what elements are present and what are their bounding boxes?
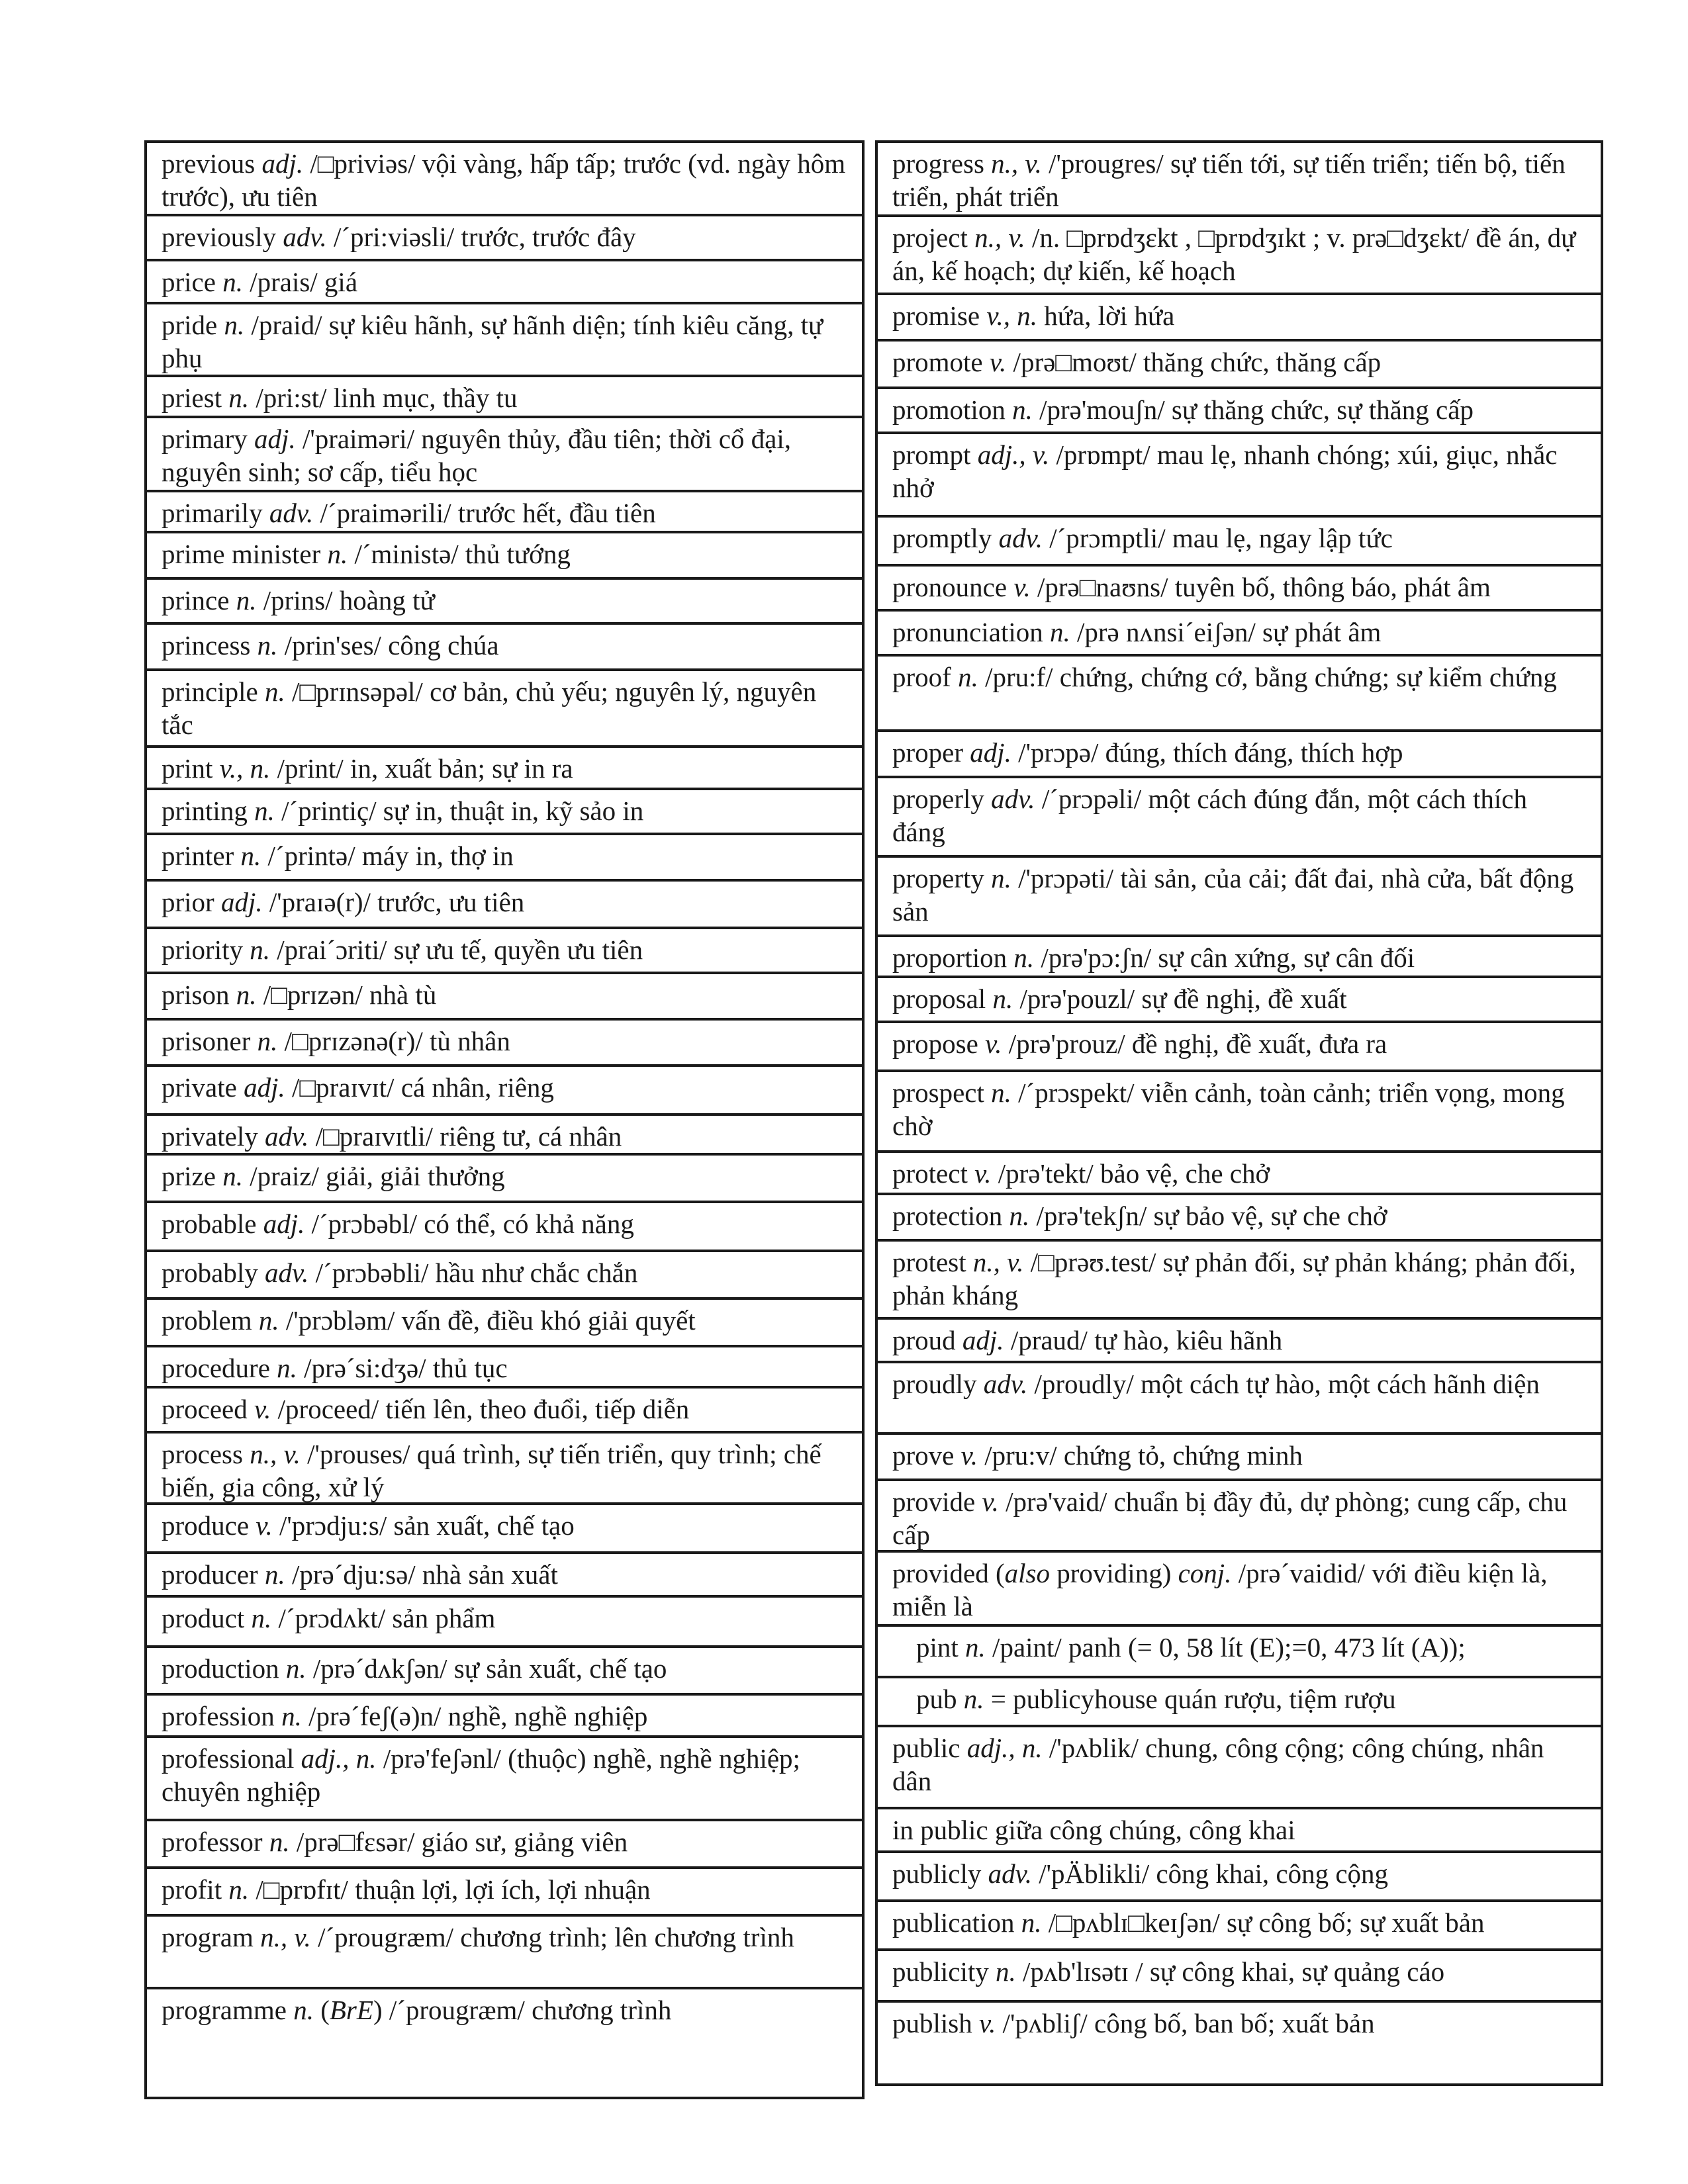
entry-row: promptly adv. /´prɔmptli/ mau lẹ, ngay lập tức [878,518,1601,567]
entry-row: properly adv. /´prɔpəli/ một cách đúng đắn, một cách thích đáng [878,778,1601,858]
entry-row: project n., v. /n. □prɒdʒɛkt , □prɒdʒɪkt ; v. prə□dʒɛkt/ đề án, dự án, kế hoạch; dự kiến, kế hoạch [878,217,1601,295]
entry-row: price n. /prais/ giá [147,261,862,304]
entry-row: privately adv. /□praɪvɪtli/ riêng tư, cá nhân [147,1116,862,1156]
entry-row: proportion n. /prə'pɔ:ʃn/ sự cân xứng, sự cân đối [878,937,1601,978]
entry-row: probable adj. /´prɔbəbl/ có thể, có khả năng [147,1203,862,1252]
entry-row: publication n. /□pʌblɪ□keɪʃən/ sự công bố; sự xuất bản [878,1902,1601,1951]
entry-row: proud adj. /praud/ tự hào, kiêu hãnh [878,1320,1601,1363]
entry-row: pride n. /praid/ sự kiêu hãnh, sự hãnh diện; tính kiêu căng, tự phụ [147,304,862,377]
entry-row: publicly adv. /'pÄblikli/ công khai, công cộng [878,1853,1601,1902]
entry-row: prove v. /pru:v/ chứng tỏ, chứng minh [878,1435,1601,1481]
entry-row: pronounce v. /prə□naʊns/ tuyên bố, thông báo, phát âm [878,567,1601,612]
entry-row: produce v. /'prɔdju:s/ sản xuất, chế tạo [147,1505,862,1554]
entry-row: promotion n. /prə'mouʃn/ sự thăng chức, sự thăng cấp [878,389,1601,434]
entry-row: provided (also providing) conj. /prə´vaidid/ với điều kiện là, miễn là [878,1553,1601,1627]
entry-row: pub n. = publicyhouse quán rượu, tiệm rượu [878,1678,1601,1727]
entry-row: probably adv. /´prɔbəbli/ hầu như chắc chắn [147,1252,862,1300]
entry-row: printer n. /´printə/ máy in, thợ in [147,835,862,882]
entry-row: publicity n. /pʌb'lɪsətɪ / sự công khai, sự quảng cáo [878,1951,1601,2003]
entry-row: programme n. (BrE) /´prougræm/ chương trình [162,1995,672,2025]
entry-row: proudly adv. /proudly/ một cách tự hào, một cách hãnh diện [878,1363,1601,1435]
entry-row: prompt adj., v. /prɒmpt/ mau lẹ, nhanh chóng; xúi, giục, nhắc nhở [878,434,1601,518]
entry-row: prospect n. /´prɔspekt/ viễn cảnh, toàn cảnh; triển vọng, mong chờ [878,1072,1601,1153]
entry-row: product n. /´prɔdʌkt/ sản phẩm [147,1598,862,1648]
entry-row: provide v. /prə'vaid/ chuẩn bị đầy đủ, dự phòng; cung cấp, chu cấp [878,1481,1601,1553]
entry-row: primarily adv. /´praimərili/ trước hết, đầu tiên [147,492,862,533]
entry-row: promise v., n. hứa, lời hứa [878,295,1601,341]
entry-row: priority n. /prai´ɔriti/ sự ưu tế, quyền ưu tiên [147,929,862,974]
entry-row: profit n. /□prɒfɪt/ thuận lợi, lợi ích, lợi nhuận [147,1869,862,1917]
entry-row: protest n., v. /□prəʊ.test/ sự phản đối, sự phản kháng; phản đối, phản kháng [878,1242,1601,1320]
left-vocabulary-column [144,140,865,2099]
entry-row: proceed v. /proceed/ tiến lên, theo đuổi, tiếp diễn [147,1388,862,1433]
entry-row: print v., n. /print/ in, xuất bản; sự in ra [147,748,862,790]
entry-row: propose v. /prə'prouz/ đề nghị, đề xuất, đưa ra [878,1023,1601,1072]
entry-row: procedure n. /prə´si:dʒə/ thủ tục [147,1347,862,1388]
entry-row: producer n. /prə´dju:sə/ nhà sản xuất [147,1554,862,1598]
entry-row: publish v. /'pʌbliʃ/ công bố, ban bố; xuất bản [892,2008,1375,2038]
entry-row: protection n. /prə'tekʃn/ sự bảo vệ, sự che chở [878,1195,1601,1242]
entry-row: princess n. /prin'ses/ công chúa [147,625,862,671]
entry-row: program n., v. /´prougræm/ chương trình; lên chương trình [147,1917,862,1989]
entry-row: private adj. /□praɪvɪt/ cá nhân, riêng [147,1067,862,1116]
entry-row: priest n. /pri:st/ linh mục, thầy tu [147,377,862,418]
entry-row: prize n. /praiz/ giải, giải thưởng [147,1156,862,1203]
entry-row: pint n. /paint/ panh (= 0, 58 lít (E);=0, 473 lít (A)); [878,1627,1601,1678]
entry-row: production n. /prə´dʌkʃən/ sự sản xuất, chế tạo [147,1648,862,1696]
entry-row: printing n. /´printiç/ sự in, thuật in, kỹ sảo in [147,790,862,835]
entry-row: proper adj. /'prɔpə/ đúng, thích đáng, thích hợp [878,732,1601,778]
entry-row: protect v. /prə'tekt/ bảo vệ, che chở [878,1153,1601,1195]
entry-row: prisoner n. /□prɪzənə(r)/ tù nhân [147,1021,862,1067]
entry-row: problem n. /'prɔbləm/ vấn đề, điều khó giải quyết [147,1300,862,1347]
entry-row: professor n. /prə□fɛsər/ giáo sư, giảng viên [147,1821,862,1869]
right-vocabulary-column [875,140,1603,2086]
entry-row: profession n. /prə´feʃ(ə)n/ nghề, nghề nghiệp [147,1696,862,1738]
entry-row: prince n. /prins/ hoàng tử [147,580,862,625]
entry-row: prime minister n. /´ministə/ thủ tướng [147,533,862,580]
entry-row: promote v. /prə□moʊt/ thăng chức, thăng cấp [878,341,1601,389]
entry-row: professional adj., n. /prə'feʃənl/ (thuộc) nghề, nghề nghiệp; chuyên nghiệp [147,1738,862,1821]
entry-row: progress n., v. /'prougres/ sự tiến tới, sự tiến triển; tiến bộ, tiến triển, phát triển [878,143,1601,217]
entry-row: previously adv. /´pri:viəsli/ trước, trước đây [147,216,862,261]
entry-row: public adj., n. /'pʌblik/ chung, công cộng; công chúng, nhân dân [878,1727,1601,1809]
entry-row: process n., v. /'prouses/ quá trình, sự tiến triển, quy trình; chế biến, gia công, xử lý [147,1433,862,1505]
entry-row: prison n. /□prɪzən/ nhà tù [147,974,862,1021]
entry-row: proposal n. /prə'pouzl/ sự đề nghị, đề xuất [878,978,1601,1023]
entry-row: principle n. /□prɪnsəpəl/ cơ bản, chủ yếu; nguyên lý, nguyên tắc [147,671,862,748]
entry-row: property n. /'prɔpəti/ tài sản, của cải; đất đai, nhà cửa, bất động sản [878,858,1601,937]
entry-row: prior adj. /'praɪə(r)/ trước, ưu tiên [147,882,862,929]
entry-row: previous adj. /□priviəs/ vội vàng, hấp tấp; trước (vd. ngày hôm trước), ưu tiên [147,143,862,216]
entry-row: primary adj. /'praiməri/ nguyên thủy, đầu tiên; thời cổ đại, nguyên sinh; sơ cấp, tiểu học [147,418,862,492]
entry-row: in public giữa công chúng, công khai [878,1809,1601,1853]
entry-row: proof n. /pru:f/ chứng, chứng cớ, bằng chứng; sự kiểm chứng [878,657,1601,732]
entry-row: pronunciation n. /prə nʌnsi´eiʃən/ sự phát âm [878,612,1601,657]
